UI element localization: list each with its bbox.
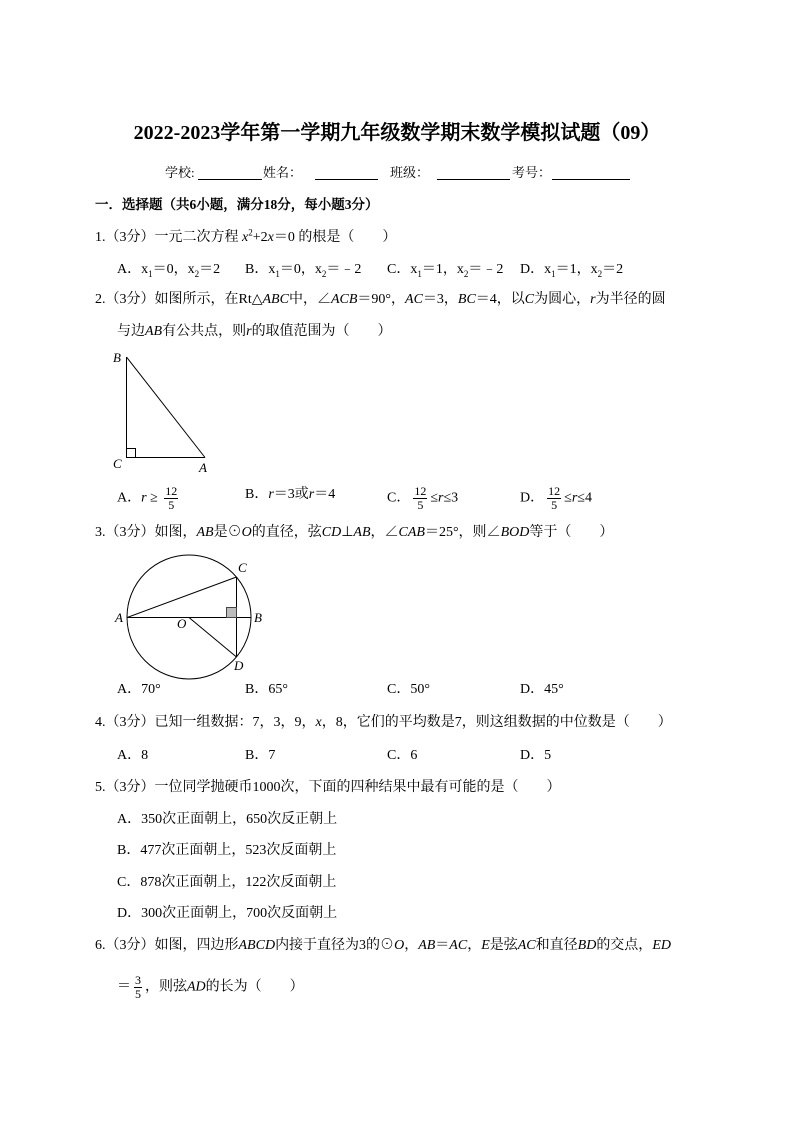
vertex-label-b: B: [113, 350, 121, 365]
text-run: 是弦: [489, 938, 518, 953]
math-variable: CD: [321, 525, 342, 540]
question-number: 4.: [95, 715, 106, 730]
math-variable: r: [590, 292, 596, 307]
fraction-numerator: 3: [135, 973, 141, 987]
subscript: 2: [321, 268, 327, 279]
text-run: 和直径: [535, 938, 578, 953]
question-3: [95, 523, 613, 543]
text-run: B．477次正面朝上，523次反面朝上: [117, 843, 337, 858]
question-number: 6.: [95, 938, 106, 953]
exam-title: 2022-2023学年第一学期九年级数学期末数学模拟试题（09）: [133, 122, 661, 144]
math-variable: r: [246, 324, 252, 339]
question-6: [95, 936, 671, 956]
text-run: ＝: [435, 938, 450, 953]
text-run: x: [314, 262, 322, 277]
fraction-denominator: 5: [417, 498, 424, 512]
circle-o: [127, 555, 251, 679]
math-variable: AD: [187, 979, 206, 995]
math-variable: BD: [577, 938, 597, 953]
class-blank: [437, 165, 510, 180]
math-variable: x: [315, 715, 322, 730]
math-variable: x: [242, 230, 249, 245]
fraction-numerator: 12: [414, 484, 427, 498]
text-run: B．7: [245, 748, 276, 763]
subscript: 1: [417, 268, 422, 279]
section-heading: 一．选择题（共6小题，满分18分，每小题3分）: [95, 197, 379, 212]
text-run: ，则弦: [145, 979, 187, 995]
fraction-denominator: 5: [168, 498, 175, 512]
option-b: [245, 260, 361, 280]
chord-ac: [127, 577, 237, 618]
question-2-stem-continued: [117, 322, 392, 342]
text-run: ＝0 的根是（ ）: [273, 230, 397, 245]
text-run: ≤: [564, 490, 572, 506]
subscript: 2: [194, 268, 200, 279]
subscript: 1: [275, 268, 280, 279]
math-variable: AC: [517, 938, 536, 953]
subscript: 1: [148, 268, 153, 279]
text-run: 如图，: [154, 525, 197, 540]
text-run: ＝2: [199, 262, 221, 277]
radius-od: [189, 618, 237, 658]
text-run: ，: [404, 938, 419, 953]
math-variable: AB: [353, 525, 371, 540]
question-score: （3分）: [105, 292, 155, 307]
math-variable: AB: [145, 324, 163, 339]
math-variable: AC: [449, 938, 468, 953]
text-run: 有公共点，则: [162, 324, 247, 339]
math-variable: r: [571, 490, 578, 506]
question-number: 5.: [95, 780, 106, 795]
question-4: [95, 713, 672, 733]
option-d: [520, 260, 623, 280]
text-run: ＝2: [602, 262, 624, 277]
text-run: B．: [245, 262, 269, 277]
fraction: [164, 485, 178, 512]
text-run: C．: [387, 490, 411, 506]
math-variable: r: [141, 490, 147, 506]
math-variable: ABCD: [238, 938, 276, 953]
text-run: D．5: [520, 748, 552, 763]
text-run: D．: [520, 262, 545, 277]
point-label-a: A: [115, 610, 123, 625]
text-run: x: [268, 262, 276, 277]
fraction: [413, 485, 427, 512]
point-label-d: D: [234, 658, 244, 673]
q2-triangle-figure: [105, 345, 215, 475]
text-run: ＝25°，则∠: [424, 525, 501, 540]
text-run: x: [456, 262, 464, 277]
text-run: C．: [387, 262, 411, 277]
text-run: D．45°: [520, 682, 564, 697]
option-d: [520, 485, 592, 512]
text-run: 一位同学抛硬币1000次，下面的四种结果中最有可能的是（ ）: [154, 780, 561, 795]
option-d: [520, 680, 564, 700]
exam-number-blank: [552, 165, 630, 180]
text-run: ≤: [430, 490, 439, 506]
text-run: C．878次正面朝上，122次反面朝上: [117, 875, 337, 890]
question-stem: [154, 227, 397, 245]
text-run: ，∠: [370, 525, 399, 540]
text-run: ≤4: [577, 490, 592, 506]
math-variable: CAB: [398, 525, 425, 540]
text-run: 内接于直径为3的⊙: [275, 938, 395, 953]
text-run: 一元二次方程: [154, 230, 242, 245]
class-label: 班级：: [390, 165, 430, 180]
math-variable: ABC: [262, 292, 289, 307]
text-run: ＝﹣2: [468, 262, 504, 277]
text-run: x: [141, 262, 149, 277]
vertex-label-a: A: [199, 460, 207, 475]
text-run: 为圆心，: [534, 292, 591, 307]
fraction: [134, 974, 142, 1001]
text-run: ＝3或: [273, 487, 309, 502]
option-d: [520, 746, 551, 766]
text-run: x: [410, 262, 418, 277]
text-run: 的直径，弦: [251, 525, 322, 540]
text-run: 为半径的圆: [595, 292, 666, 307]
text-run: 与边: [117, 324, 145, 339]
math-variable: O: [241, 525, 252, 540]
text-run: ，: [467, 938, 482, 953]
option-c: [387, 746, 417, 766]
text-run: x: [544, 262, 552, 277]
text-run: A．70°: [117, 682, 161, 697]
text-run: A．350次正面朝上，650次反正朝上: [117, 812, 338, 827]
text-run: ＝1，: [555, 262, 591, 277]
name-blank: [315, 165, 378, 180]
option-a: [117, 746, 148, 766]
question-2-options: [0, 484, 794, 512]
question-1: [95, 228, 396, 248]
superscript: 2: [248, 227, 253, 238]
question-score: （3分）: [105, 780, 155, 795]
text-run: ＝4，以: [475, 292, 525, 307]
question-5: [95, 778, 561, 798]
question-number: 2.: [95, 292, 106, 307]
option-d: [117, 904, 337, 924]
question-number: 3.: [95, 525, 106, 540]
option-b: [245, 746, 275, 766]
question-score: （3分）: [105, 230, 155, 245]
text-run: ≤3: [443, 490, 459, 506]
math-variable: AB: [196, 525, 214, 540]
question-score: （3分）: [105, 715, 155, 730]
math-variable: ACB: [330, 292, 358, 307]
math-variable: AB: [418, 938, 436, 953]
subscript: 2: [463, 268, 469, 279]
text-run: D．300次正面朝上，700次反面朝上: [117, 906, 338, 921]
text-run: C．50°: [387, 682, 430, 697]
option-a: [117, 810, 337, 830]
text-run: ＝3，: [422, 292, 458, 307]
text-run: D．: [520, 490, 545, 506]
exam-number-label: 考号：: [512, 165, 552, 180]
math-variable: x: [267, 230, 274, 245]
point-label-o: O: [177, 616, 187, 631]
text-run: ，8，它们的平均数是7，则这组数据的中位数是（ ）: [321, 715, 672, 730]
question-2: [95, 290, 666, 310]
text-run: C．6: [387, 748, 418, 763]
option-c: [387, 260, 503, 280]
fraction-denominator: 5: [135, 987, 141, 1001]
text-run: 的交点，: [596, 938, 653, 953]
text-run: 如图所示，在Rt△: [154, 292, 263, 307]
question-score: （3分）: [105, 938, 155, 953]
math-variable: BOD: [500, 525, 530, 540]
point-label-c: C: [238, 560, 247, 575]
option-a: [117, 260, 220, 280]
math-variable: ED: [652, 938, 671, 953]
question-stem: [155, 525, 614, 540]
text-run: B．: [245, 487, 269, 502]
question-stem: [155, 780, 561, 795]
subscript: 1: [551, 268, 556, 279]
fraction-numerator: 12: [165, 484, 178, 498]
text-run: 如图，四边形: [154, 938, 239, 953]
subscript: 2: [597, 268, 603, 279]
text-run: ≥: [146, 490, 162, 506]
text-run: A．: [117, 262, 142, 277]
math-variable: r: [308, 487, 315, 502]
option-c: [387, 485, 458, 512]
text-run: ＝90°，: [357, 292, 406, 307]
option-a: [117, 485, 181, 512]
text-run: x: [590, 262, 598, 277]
fraction-numerator: 12: [548, 484, 561, 498]
text-run: ＝0，: [279, 262, 315, 277]
text-run: B．65°: [245, 682, 288, 697]
option-b: [245, 485, 335, 505]
name-label: 姓名：: [263, 165, 303, 180]
school-blank: [198, 165, 262, 180]
text-run: 等于（ ）: [529, 525, 614, 540]
question-number: 1.: [95, 230, 106, 245]
math-variable: AC: [405, 292, 423, 307]
question-stem: [155, 292, 666, 307]
right-angle-mark: [127, 449, 136, 458]
text-run: ＝4: [314, 487, 336, 502]
math-variable: O: [394, 938, 405, 953]
text-run: x: [187, 262, 195, 277]
school-label: 学校:: [165, 165, 195, 180]
fraction-denominator: 5: [551, 498, 558, 512]
text-run: +2: [252, 230, 268, 245]
question-1-options: [0, 260, 794, 280]
vertex-label-c: C: [113, 456, 122, 471]
question-stem: [155, 938, 671, 953]
math-variable: r: [438, 490, 444, 506]
option-b: [245, 680, 288, 700]
text-run: 是⊙: [213, 525, 242, 540]
text-run: 的长为（ ）: [205, 979, 304, 995]
text-run: ⊥: [341, 525, 354, 540]
math-variable: BC: [457, 292, 476, 307]
math-variable: C: [524, 292, 535, 307]
text-run: 中，∠: [288, 292, 331, 307]
question-stem: [155, 715, 672, 730]
text-run: ＝: [117, 979, 131, 995]
text-run: A．8: [117, 748, 149, 763]
math-variable: E: [481, 938, 490, 953]
fraction: [547, 485, 561, 512]
text-run: ＝0，: [152, 262, 188, 277]
q3-circle-figure: [112, 548, 272, 682]
option-c: [387, 680, 430, 700]
option-b: [117, 841, 336, 861]
option-a: [117, 680, 161, 700]
text-run: 已知一组数据：7，3，9，: [154, 715, 316, 730]
text-run: A．: [117, 490, 142, 506]
triangle-hypotenuse-ab: [127, 357, 206, 458]
question-4-options: [0, 746, 794, 766]
text-run: ＝1，: [421, 262, 457, 277]
question-6-stem-continued: [117, 973, 304, 1001]
point-label-b: B: [254, 610, 262, 625]
text-run: 的取值范围为（ ）: [251, 324, 392, 339]
text-run: ＝﹣2: [326, 262, 362, 277]
question-score: （3分）: [105, 525, 155, 540]
right-angle-mark: [227, 608, 237, 618]
option-c: [117, 873, 336, 893]
question-3-options: [0, 680, 794, 700]
math-variable: r: [268, 487, 274, 502]
